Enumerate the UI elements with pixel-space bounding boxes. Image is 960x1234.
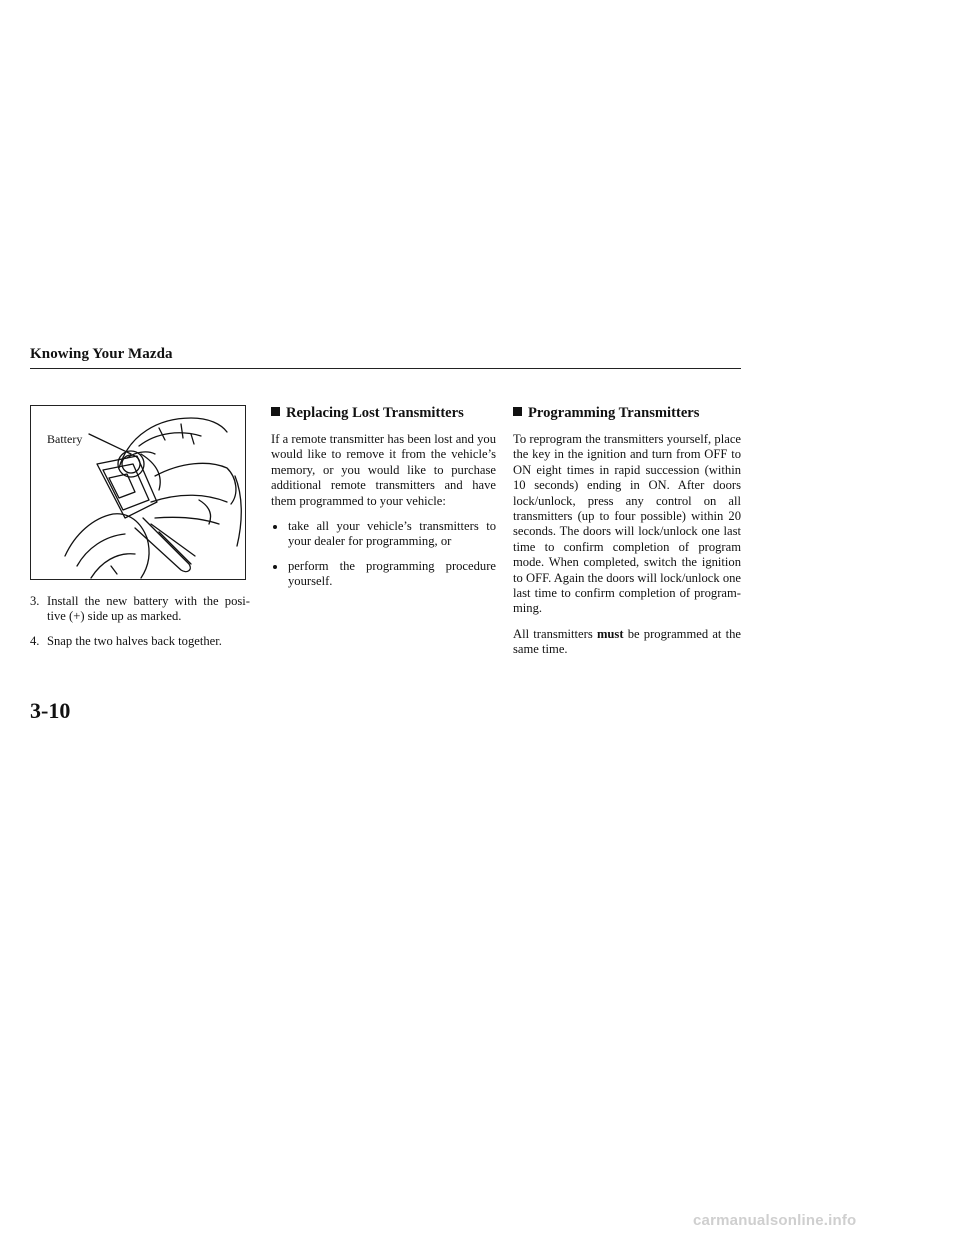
replacing-heading: Replacing Lost Transmitters [271,404,496,422]
key-blade [135,518,190,572]
battery-callout-label: Battery [47,432,83,446]
list-item: perform the programming procedure yourself. [271,559,496,590]
list-item: take all your vehicle’s transmitters to your dealer for programming, or [271,519,496,550]
page-number: 3-10 [30,698,71,723]
callout-leader-line [89,434,131,454]
header-rule [30,368,741,369]
left-hand [65,514,147,556]
section-header: Knowing Your Mazda [30,346,173,362]
step-number: 4. [30,633,40,648]
battery-steps [30,594,250,649]
replacing-intro: If a remote transmitter has been lost and you would like to remove it from the vehicle’s memory, or you would like to purchase additional remote transmitters and have them programmed to your vehicle: [271,432,496,508]
programming-paragraph: To reprogram the transmitters yourself, place the key in the ignition and turn from OFF to ON eight times in rapid succession (within 10 seconds) ending in ON. After doors lock/unlock, press any control on all transmitters (up to four possible) within 20 seconds. The doors will lock/unlock one last time to confirm completion of program mode. When completed, switch the ignition to OFF. Again the doors will lock/unlock one last time to confirm completion of program-ming. [513,432,741,616]
battery-illustration [30,405,246,580]
step-item [30,594,250,625]
programming-note: All transmitters must be programmed at the same time. [513,626,741,657]
step-number: 3. [30,594,40,608]
replacing-section [271,404,496,599]
bullet-icon [273,565,277,569]
square-bullet-icon [513,407,522,416]
left-column [30,594,250,658]
replacing-options [271,519,496,590]
watermark: carmanualsonline.info [693,1212,857,1229]
step-text: Snap the two halves back together. [47,633,222,648]
programming-heading: Programming Transmitters [513,404,741,422]
square-bullet-icon [271,407,280,416]
upper-thumb [119,418,227,468]
bullet-icon [273,525,277,529]
step-text: Install the new battery with the posi-tive (+) side up as marked. [47,594,250,624]
programming-section [513,404,741,668]
step-item [30,634,250,649]
emphasis-must: must [596,626,624,641]
